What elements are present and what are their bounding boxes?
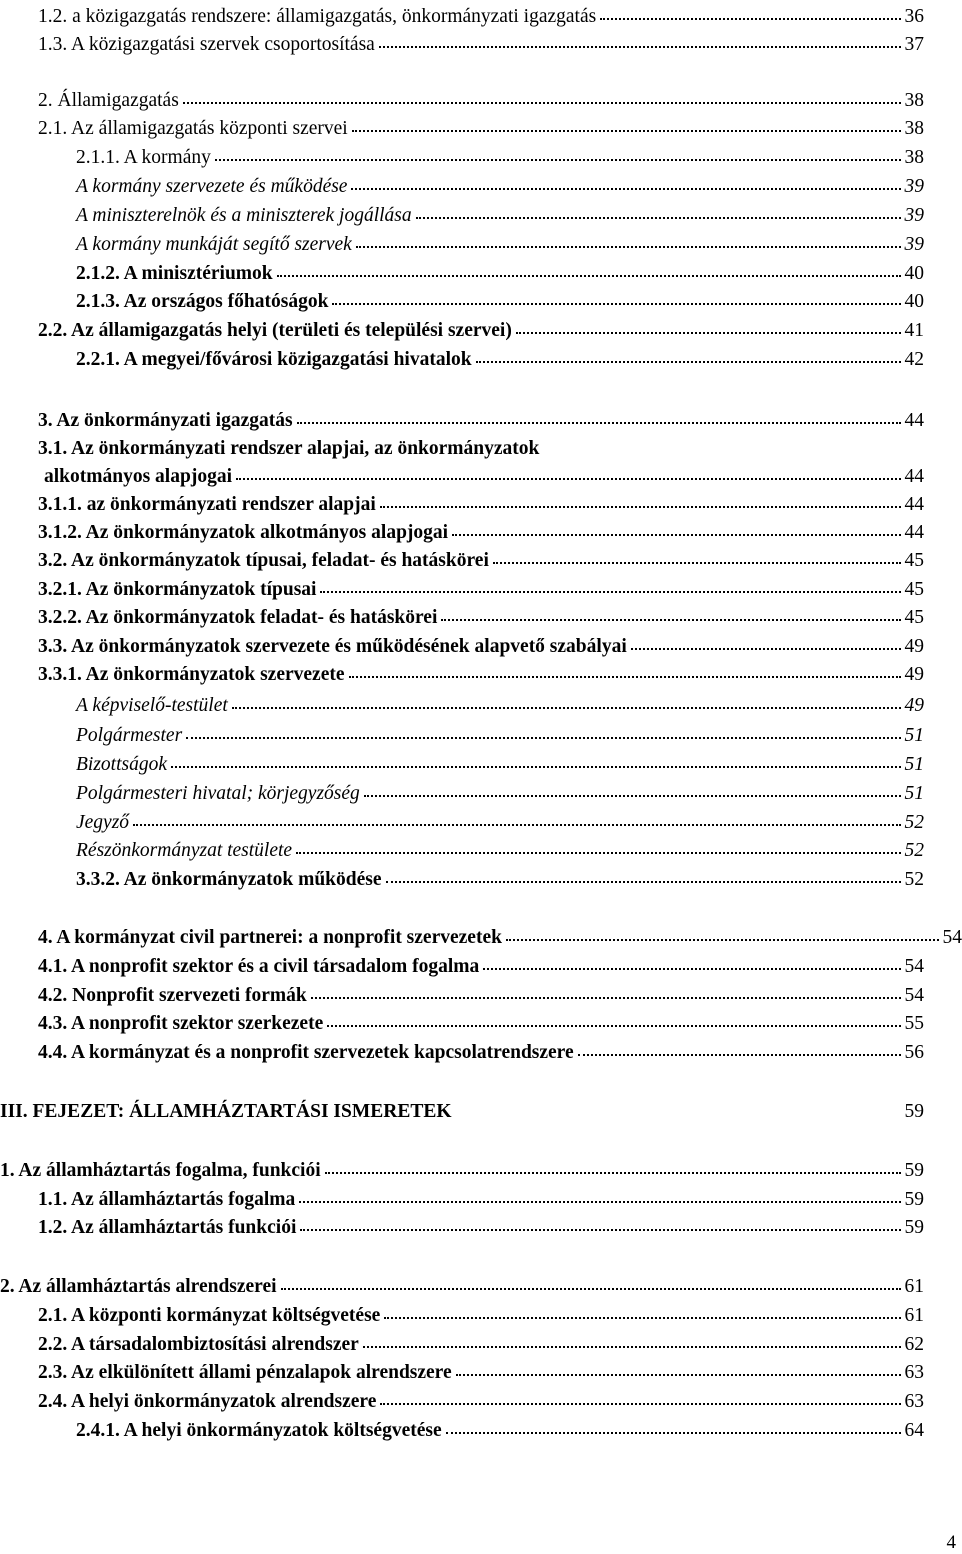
toc-entry-title: 2.2. A társadalombiztosítási alrendszer	[38, 1334, 359, 1356]
toc-leader-dots	[277, 275, 901, 277]
toc-entry-page: 44	[905, 522, 925, 544]
toc-leader-dots	[364, 795, 901, 797]
toc-entry-page: 55	[905, 1013, 925, 1035]
toc-entry-title: 1.1. Az államháztartás fogalma	[38, 1189, 295, 1211]
toc-entry-title: III. FEJEZET: ÁLLAMHÁZTARTÁSI ISMERETEK	[0, 1101, 452, 1123]
toc-entry	[38, 118, 924, 144]
toc-entry-title: 2.3. Az elkülönített állami pénzalapok alrendszere	[38, 1362, 452, 1384]
toc-entry	[76, 783, 924, 809]
toc-entry-page: 52	[905, 812, 925, 834]
toc-entry-title: 2. Az államháztartás alrendszerei	[0, 1276, 277, 1298]
toc-entry	[76, 349, 924, 375]
toc-leader-dots	[384, 1317, 900, 1319]
toc-entry-title: A kormány munkáját segítő szervek	[76, 234, 352, 256]
toc-entry-page: 59	[905, 1189, 925, 1211]
toc-leader-dots	[332, 303, 900, 305]
toc-entry-page: 59	[905, 1160, 925, 1182]
toc-entry	[38, 6, 924, 32]
toc-entry-title: 4.2. Nonprofit szervezeti formák	[38, 985, 307, 1007]
toc-leader-dots	[183, 102, 901, 104]
toc-entry-title: 3.2.1. Az önkormányzatok típusai	[38, 579, 316, 601]
toc-entry	[38, 956, 924, 982]
toc-entry	[38, 1334, 924, 1360]
toc-entry-page: 49	[905, 636, 925, 658]
toc-leader-dots	[380, 1403, 900, 1405]
toc-entry-page: 38	[905, 118, 925, 140]
toc-entry-title: 4. A kormányzat civil partnerei: a nonprofit szervezetek	[38, 927, 502, 949]
toc-leader-dots	[386, 881, 901, 883]
toc-entry	[38, 550, 924, 576]
toc-entry	[38, 927, 962, 953]
toc-leader-dots	[349, 676, 901, 678]
toc-entry	[38, 1305, 924, 1331]
toc-entry-title: 1.2. Az államháztartás funkciói	[38, 1217, 296, 1239]
toc-leader-dots	[171, 766, 901, 768]
toc-entry-page: 41	[905, 320, 925, 342]
toc-entry-title: A képviselő-testület	[76, 695, 228, 717]
toc-leader-dots	[631, 648, 901, 650]
toc-leader-dots	[416, 217, 901, 219]
toc-entry-page: 38	[905, 90, 925, 112]
toc-entry-title: 2.2. Az államigazgatás helyi (területi és települési szervei)	[38, 320, 512, 342]
toc-leader-dots	[600, 18, 900, 20]
toc-entry-page: 56	[905, 1042, 925, 1064]
toc-entry	[76, 840, 924, 866]
toc-entry-page: 38	[905, 147, 925, 169]
toc-entry	[76, 1420, 924, 1446]
toc-entry-title: 3.1.1. az önkormányzati rendszer alapjai	[38, 494, 376, 516]
toc-entry	[76, 812, 924, 838]
toc-entry	[38, 1391, 924, 1417]
toc-entry	[38, 1013, 924, 1039]
toc-entry	[0, 1101, 924, 1127]
toc-leader-dots	[379, 46, 901, 48]
toc-entry-title: Részönkormányzat testülete	[76, 840, 292, 862]
toc-entry-page: 52	[905, 869, 925, 891]
toc-leader-dots	[352, 130, 901, 132]
toc-leader-dots	[506, 939, 939, 941]
toc-entry-page: 63	[905, 1362, 925, 1384]
toc-entry-title: 2. Államigazgatás	[38, 90, 179, 112]
toc-entry-page: 44	[905, 466, 925, 488]
toc-leader-dots	[296, 852, 900, 854]
toc-leader-dots	[281, 1288, 901, 1290]
toc-entry	[76, 291, 924, 317]
toc-leader-dots	[452, 534, 900, 536]
toc-leader-dots	[476, 361, 901, 363]
toc-entry-page: 63	[905, 1391, 925, 1413]
toc-entry-title: Polgármester	[76, 725, 182, 747]
toc-entry-title: 3.2. Az önkormányzatok típusai, feladat- és hatáskörei	[38, 550, 489, 572]
toc-entry-title: Jegyző	[76, 812, 129, 834]
toc-entry	[38, 1042, 924, 1068]
toc-entry-title: 2.1.1. A kormány	[76, 147, 211, 169]
toc-entry-page: 61	[905, 1276, 925, 1298]
toc-entry-title: 2.1. A központi kormányzat költségvetése	[38, 1305, 380, 1327]
toc-entry	[38, 985, 924, 1011]
toc-entry-page: 59	[905, 1101, 925, 1123]
toc-entry-title: 2.2.1. A megyei/fővárosi közigazgatási hivatalok	[76, 349, 472, 371]
toc-entry	[76, 754, 924, 780]
toc-entry	[38, 664, 924, 690]
toc-entry	[38, 90, 924, 116]
toc-entry-page: 54	[905, 956, 925, 978]
toc-entry-title: 3.3.1. Az önkormányzatok szervezete	[38, 664, 345, 686]
toc-entry-page: 54	[943, 927, 962, 949]
toc-entry-page: 40	[905, 291, 925, 313]
toc-entry-title: alkotmányos alapjogai	[44, 466, 232, 488]
toc-entry-title: 2.1.2. A minisztériumok	[76, 263, 273, 285]
toc-entry-title: 4.3. A nonprofit szektor szerkezete	[38, 1013, 323, 1035]
toc-entry-page: 51	[905, 783, 925, 805]
toc-entry	[0, 1276, 924, 1302]
toc-leader-dots	[456, 1374, 901, 1376]
toc-entry	[38, 410, 924, 436]
toc-entry-title: 1. Az államháztartás fogalma, funkciói	[0, 1160, 321, 1182]
toc-entry	[38, 494, 924, 520]
toc-leader-dots	[186, 737, 900, 739]
toc-entry-page: 44	[905, 494, 925, 516]
toc-entry-page: 36	[905, 6, 925, 28]
toc-entry-title: 4.4. A kormányzat és a nonprofit szervezetek kapcsolatrendszere	[38, 1042, 574, 1064]
toc-entry-page: 61	[905, 1305, 925, 1327]
toc-entry-page: 49	[905, 664, 925, 686]
toc-entry	[76, 869, 924, 895]
toc-leader-dots	[363, 1346, 901, 1348]
toc-leader-dots	[493, 562, 901, 564]
toc-leader-dots	[297, 422, 901, 424]
toc-entry-title: 3.2.2. Az önkormányzatok feladat- és hatáskörei	[38, 607, 437, 629]
toc-leader-dots	[311, 997, 901, 999]
toc-leader-dots	[578, 1054, 901, 1056]
toc-entry	[38, 320, 924, 346]
toc-entry	[38, 579, 924, 605]
toc-entry	[38, 522, 924, 548]
toc-leader-dots	[380, 506, 901, 508]
toc-entry-title: 2.4.1. A helyi önkormányzatok költségvetése	[76, 1420, 442, 1442]
toc-entry-title: Bizottságok	[76, 754, 167, 776]
toc-entry	[38, 1362, 924, 1388]
toc-leader-dots	[299, 1201, 900, 1203]
toc-leader-dots	[483, 968, 900, 970]
toc-leader-dots	[441, 619, 900, 621]
toc-leader-dots	[351, 188, 900, 190]
toc-entry-title: 1.2. a közigazgatás rendszere: államigazgatás, önkormányzati igazgatás	[38, 6, 596, 28]
toc-entry	[76, 205, 924, 231]
toc-entry-page: 45	[905, 550, 925, 572]
toc-entry	[44, 466, 924, 492]
toc-entry-title: 3.3. Az önkormányzatok szervezete és működésének alapvető szabályai	[38, 636, 627, 658]
toc-entry	[76, 695, 924, 721]
toc-leader-dots	[446, 1432, 901, 1434]
toc-leader-dots	[320, 591, 900, 593]
toc-entry	[38, 438, 688, 464]
toc-leader-dots	[516, 332, 901, 334]
toc-entry-page: 37	[905, 34, 925, 56]
page-number: 4	[947, 1532, 957, 1554]
toc-entry	[76, 725, 924, 751]
toc-leader-dots	[327, 1025, 900, 1027]
toc-leader-dots	[232, 707, 901, 709]
toc-entry-page: 45	[905, 607, 925, 629]
toc-entry	[76, 263, 924, 289]
toc-entry	[38, 1189, 924, 1215]
toc-entry-title: 2.4. A helyi önkormányzatok alrendszere	[38, 1391, 376, 1413]
toc-leader-dots	[300, 1229, 900, 1231]
toc-entry-title: 2.1.3. Az országos főhatóságok	[76, 291, 328, 313]
toc-entry-page: 44	[905, 410, 925, 432]
toc-entry-page: 39	[905, 205, 925, 227]
toc-leader-dots	[133, 824, 900, 826]
toc-leader-dots	[356, 246, 901, 248]
toc-entry	[0, 1160, 924, 1186]
toc-entry-page: 52	[905, 840, 925, 862]
toc-entry	[38, 607, 924, 633]
toc-entry-page: 45	[905, 579, 925, 601]
toc-leader-dots	[215, 159, 901, 161]
toc-entry	[76, 176, 924, 202]
toc-entry	[76, 147, 924, 173]
toc-entry-page: 51	[905, 754, 925, 776]
toc-entry-page: 39	[905, 176, 925, 198]
toc-entry	[38, 34, 924, 60]
toc-entry-title: 3.3.2. Az önkormányzatok működése	[76, 869, 382, 891]
toc-entry	[76, 234, 924, 260]
toc-entry-page: 62	[905, 1334, 925, 1356]
toc-entry-title: A miniszterelnök és a miniszterek jogállása	[76, 205, 412, 227]
toc-entry-title: 4.1. A nonprofit szektor és a civil társadalom fogalma	[38, 956, 479, 978]
toc-entry-title: A kormány szervezete és működése	[76, 176, 347, 198]
toc-leader-dots	[236, 478, 901, 480]
toc-entry	[38, 1217, 924, 1243]
toc-entry-page: 54	[905, 985, 925, 1007]
toc-entry-title: 3.1. Az önkormányzati rendszer alapjai, az önkormányzatok	[38, 438, 539, 460]
toc-entry-page: 64	[905, 1420, 925, 1442]
toc-entry-page: 51	[905, 725, 925, 747]
toc-entry-title: 3. Az önkormányzati igazgatás	[38, 410, 293, 432]
toc-entry-title: 2.1. Az államigazgatás központi szervei	[38, 118, 348, 140]
toc-entry-title: 1.3. A közigazgatási szervek csoportosítása	[38, 34, 375, 56]
toc-entry-page: 42	[905, 349, 925, 371]
toc-entry	[38, 636, 924, 662]
toc-entry-page: 40	[905, 263, 925, 285]
toc-entry-title: Polgármesteri hivatal; körjegyzőség	[76, 783, 360, 805]
toc-entry-page: 49	[905, 695, 925, 717]
toc-entry-title: 3.1.2. Az önkormányzatok alkotmányos alapjogai	[38, 522, 448, 544]
toc-entry-page: 39	[905, 234, 925, 256]
toc-leader-dots	[325, 1172, 901, 1174]
toc-entry-page: 59	[905, 1217, 925, 1239]
